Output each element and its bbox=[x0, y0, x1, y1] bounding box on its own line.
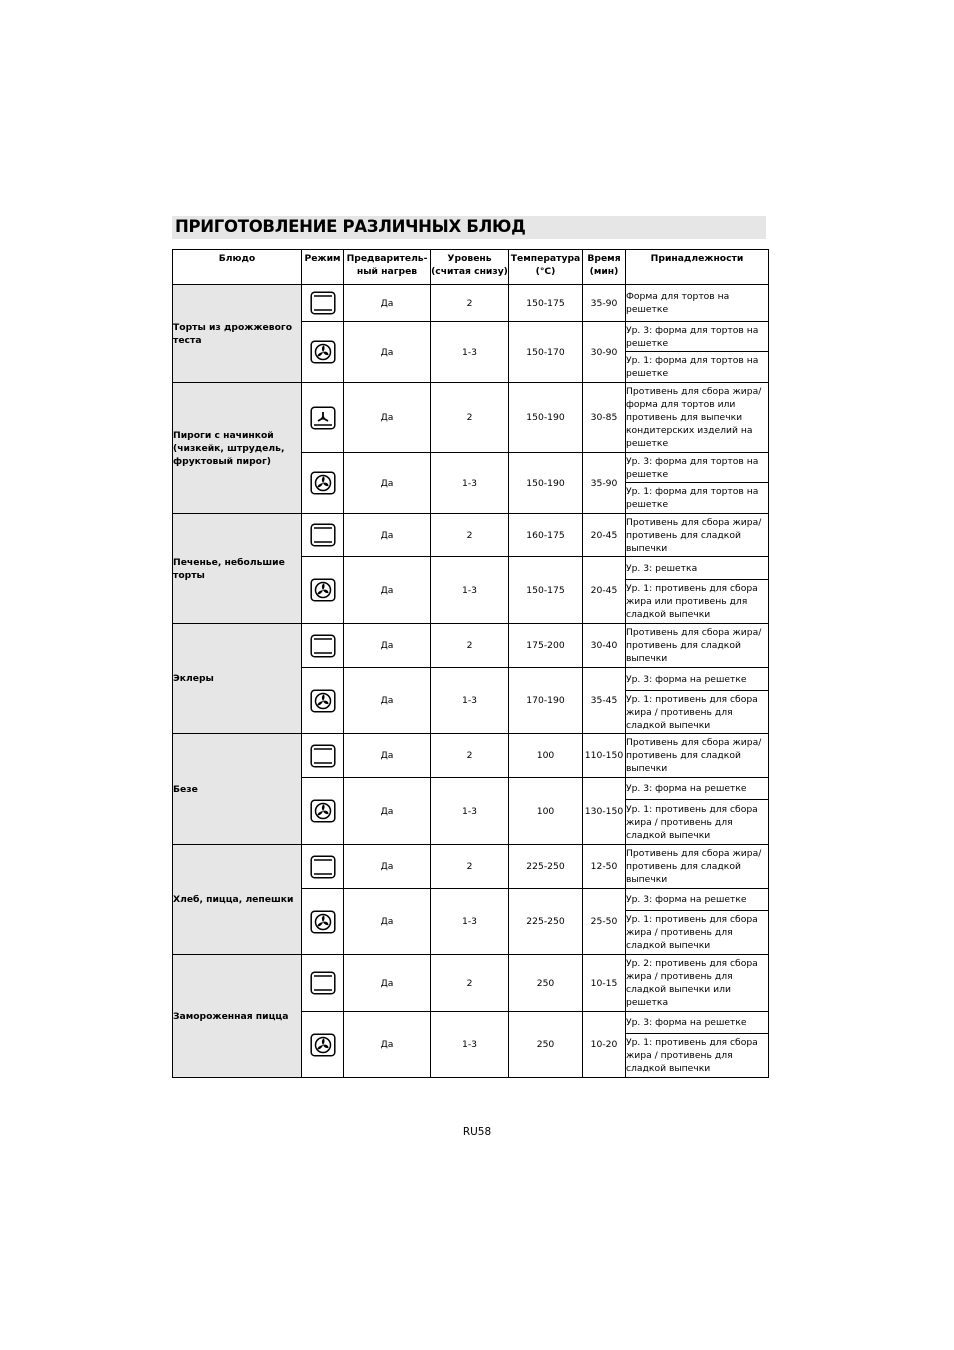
temperature-cell: 225-250 bbox=[509, 845, 583, 889]
preheat-cell: Да bbox=[344, 668, 431, 734]
preheat-cell: Да bbox=[344, 557, 431, 624]
cooking-table bbox=[172, 249, 769, 1078]
time-cell: 30-90 bbox=[583, 322, 626, 383]
accessories-cell: Ур. 1: противень для сбора жира или противень для сладкой выпечки bbox=[626, 580, 769, 624]
accessories-cell: Ур. 3: форма на решетке bbox=[626, 668, 769, 691]
time-cell: 10-20 bbox=[583, 1012, 626, 1078]
dish-name: Эклеры bbox=[173, 624, 302, 734]
preheat-cell: Да bbox=[344, 383, 431, 453]
time-cell: 25-50 bbox=[583, 889, 626, 955]
time-cell: 30-40 bbox=[583, 624, 626, 668]
conventional-icon bbox=[310, 523, 336, 547]
accessories-cell: Ур. 3: форма на решетке bbox=[626, 778, 769, 800]
accessories-cell: Ур. 3: форма на решетке bbox=[626, 1012, 769, 1034]
convection-fan-icon bbox=[310, 689, 336, 713]
accessories-cell: Противень для сбора жира/ форма для тортов или противень для выпечки кондитерских изделий на решетке bbox=[626, 383, 769, 453]
time-cell: 12-50 bbox=[583, 845, 626, 889]
mode-cell bbox=[302, 889, 344, 955]
temperature-cell: 175-200 bbox=[509, 624, 583, 668]
preheat-cell: Да bbox=[344, 624, 431, 668]
mode-cell bbox=[302, 778, 344, 845]
mode-cell bbox=[302, 383, 344, 453]
mode-cell bbox=[302, 955, 344, 1012]
header-time-line2: (мин) bbox=[589, 266, 619, 277]
header-preheat-line2: ный нагрев bbox=[356, 266, 418, 277]
convection-fan-icon bbox=[310, 1033, 336, 1057]
conventional-icon bbox=[310, 855, 336, 879]
accessories-cell: Противень для сбора жира/ противень для сладкой выпечки bbox=[626, 624, 769, 668]
mode-cell bbox=[302, 557, 344, 624]
level-cell: 2 bbox=[431, 624, 509, 668]
header-dish: Блюдо bbox=[173, 250, 302, 285]
header-temp-line2: (°C) bbox=[535, 266, 556, 277]
convection-fan-icon bbox=[310, 799, 336, 823]
accessories-cell: Ур. 3: форма для тортов на решетке bbox=[626, 453, 769, 483]
temperature-cell: 150-175 bbox=[509, 557, 583, 624]
header-preheat bbox=[344, 250, 431, 285]
conventional-icon bbox=[310, 971, 336, 995]
level-cell: 2 bbox=[431, 955, 509, 1012]
accessories-cell: Противень для сбора жира/ противень для сладкой выпечки bbox=[626, 514, 769, 557]
conventional-icon bbox=[310, 744, 336, 768]
time-cell: 35-90 bbox=[583, 453, 626, 514]
mode-cell bbox=[302, 514, 344, 557]
conventional-icon bbox=[310, 291, 336, 315]
level-cell: 1-3 bbox=[431, 453, 509, 514]
level-cell: 2 bbox=[431, 285, 509, 322]
temperature-cell: 225-250 bbox=[509, 889, 583, 955]
temperature-cell: 150-190 bbox=[509, 383, 583, 453]
preheat-cell: Да bbox=[344, 734, 431, 778]
dish-name: Безе bbox=[173, 734, 302, 845]
accessories-cell: Противень для сбора жира/ противень для сладкой выпечки bbox=[626, 845, 769, 889]
accessories-cell: Ур. 1: противень для сбора жира / противень для сладкой выпечки bbox=[626, 800, 769, 845]
temperature-cell: 250 bbox=[509, 955, 583, 1012]
temperature-cell: 100 bbox=[509, 734, 583, 778]
time-cell: 20-45 bbox=[583, 514, 626, 557]
header-accessories: Принадлежности bbox=[626, 250, 769, 285]
table-row bbox=[173, 383, 769, 453]
level-cell: 1-3 bbox=[431, 557, 509, 624]
page-number: RU58 bbox=[462, 1126, 492, 1138]
mode-cell bbox=[302, 668, 344, 734]
preheat-cell: Да bbox=[344, 1012, 431, 1078]
mode-cell bbox=[302, 322, 344, 383]
table-row bbox=[173, 734, 769, 778]
dish-name: Печенье, небольшие торты bbox=[173, 514, 302, 624]
header-level-line1: Уровень bbox=[447, 253, 492, 264]
time-cell: 30-85 bbox=[583, 383, 626, 453]
header-level bbox=[431, 250, 509, 285]
time-cell: 35-90 bbox=[583, 285, 626, 322]
table-row bbox=[173, 514, 769, 557]
header-time-line1: Время bbox=[587, 253, 621, 264]
fan-bottom-heat-icon bbox=[310, 406, 336, 430]
convection-fan-icon bbox=[310, 471, 336, 495]
preheat-cell: Да bbox=[344, 955, 431, 1012]
header-temperature bbox=[509, 250, 583, 285]
header-time bbox=[583, 250, 626, 285]
preheat-cell: Да bbox=[344, 845, 431, 889]
preheat-cell: Да bbox=[344, 285, 431, 322]
time-cell: 10-15 bbox=[583, 955, 626, 1012]
table-row bbox=[173, 285, 769, 322]
accessories-cell: Ур. 1: противень для сбора жира / противень для сладкой выпечки bbox=[626, 1034, 769, 1078]
header-preheat-line1: Предваритель- bbox=[346, 253, 428, 264]
mode-cell bbox=[302, 845, 344, 889]
accessories-cell: Ур. 1: форма для тортов на решетке bbox=[626, 352, 769, 383]
section-title: ПРИГОТОВЛЕНИЕ РАЗЛИЧНЫХ БЛЮД bbox=[175, 217, 526, 236]
level-cell: 2 bbox=[431, 734, 509, 778]
table-row bbox=[173, 624, 769, 668]
accessories-cell: Ур. 3: решетка bbox=[626, 557, 769, 580]
level-cell: 2 bbox=[431, 514, 509, 557]
mode-cell bbox=[302, 624, 344, 668]
conventional-icon bbox=[310, 634, 336, 658]
accessories-cell: Ур. 3: форма на решетке bbox=[626, 889, 769, 911]
preheat-cell: Да bbox=[344, 322, 431, 383]
dish-name: Торты из дрожжевого теста bbox=[173, 285, 302, 383]
temperature-cell: 150-170 bbox=[509, 322, 583, 383]
header-temp-line1: Температура bbox=[510, 253, 581, 264]
level-cell: 1-3 bbox=[431, 1012, 509, 1078]
dish-name: Хлеб, пицца, лепешки bbox=[173, 845, 302, 955]
accessories-cell: Ур. 1: противень для сбора жира / противень для сладкой выпечки bbox=[626, 911, 769, 955]
preheat-cell: Да bbox=[344, 514, 431, 557]
preheat-cell: Да bbox=[344, 453, 431, 514]
dish-name: Пироги с начинкой (чизкейк, штрудель, фруктовый пирог) bbox=[173, 383, 302, 514]
time-cell: 110-150 bbox=[583, 734, 626, 778]
time-cell: 130-150 bbox=[583, 778, 626, 845]
table-row bbox=[173, 955, 769, 1012]
table-header-row bbox=[173, 250, 769, 285]
level-cell: 1-3 bbox=[431, 778, 509, 845]
level-cell: 1-3 bbox=[431, 668, 509, 734]
level-cell: 1-3 bbox=[431, 322, 509, 383]
preheat-cell: Да bbox=[344, 778, 431, 845]
temperature-cell: 150-190 bbox=[509, 453, 583, 514]
mode-cell bbox=[302, 734, 344, 778]
accessories-cell: Ур. 2: противень для сбора жира / противень для сладкой выпечки или решетка bbox=[626, 955, 769, 1012]
temperature-cell: 170-190 bbox=[509, 668, 583, 734]
temperature-cell: 100 bbox=[509, 778, 583, 845]
header-level-line2: (считая снизу) bbox=[431, 266, 508, 277]
mode-cell bbox=[302, 285, 344, 322]
convection-fan-icon bbox=[310, 340, 336, 364]
level-cell: 1-3 bbox=[431, 889, 509, 955]
section-title-bar bbox=[172, 216, 766, 239]
time-cell: 35-45 bbox=[583, 668, 626, 734]
level-cell: 2 bbox=[431, 845, 509, 889]
preheat-cell: Да bbox=[344, 889, 431, 955]
convection-fan-icon bbox=[310, 578, 336, 602]
accessories-cell: Противень для сбора жира/ противень для сладкой выпечки bbox=[626, 734, 769, 778]
accessories-cell: Ур. 3: форма для тортов на решетке bbox=[626, 322, 769, 352]
table-row bbox=[173, 845, 769, 889]
accessories-cell: Ур. 1: противень для сбора жира / противень для сладкой выпечки bbox=[626, 691, 769, 734]
temperature-cell: 150-175 bbox=[509, 285, 583, 322]
header-mode: Режим bbox=[302, 250, 344, 285]
accessories-cell: Форма для тортов на решетке bbox=[626, 285, 769, 322]
accessories-cell: Ур. 1: форма для тортов на решетке bbox=[626, 483, 769, 514]
time-cell: 20-45 bbox=[583, 557, 626, 624]
temperature-cell: 250 bbox=[509, 1012, 583, 1078]
temperature-cell: 160-175 bbox=[509, 514, 583, 557]
mode-cell bbox=[302, 1012, 344, 1078]
level-cell: 2 bbox=[431, 383, 509, 453]
convection-fan-icon bbox=[310, 910, 336, 934]
mode-cell bbox=[302, 453, 344, 514]
dish-name: Замороженная пицца bbox=[173, 955, 302, 1078]
